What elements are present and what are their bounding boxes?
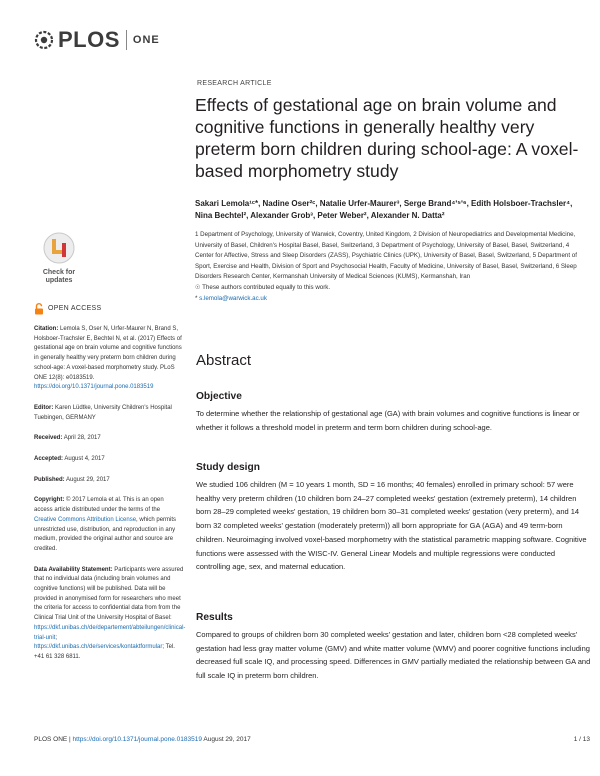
open-lock-icon <box>34 303 44 315</box>
footer-citation <box>34 736 251 743</box>
author-list: Sakari Lemola¹ᶜ*, Nadine Oser²ᶜ, Natalie Urfer-Maurer³, Serge Brand⁴ʹ⁵ʹ⁶, Edith Holsboer-Trachsler⁴, Nina Bechtel², Alexander Grob³, Peter Weber², Alexander N. Datta² <box>195 199 573 220</box>
study-design-text: We studied 106 children (M = 10 years 1 month, SD = 16 months; 40 females) enrolled in primary school: 57 were healthy very preterm children (10 children born 24–27 completed weeks' gestation (extremely preterm), 14 children born 28–29 completed weeks' gestation, 19 children born 30–31 completed weeks' gestation (very preterm), and 14 born 32 completed weeks' gestation (moderately preterm)) all born appropriate for GA (AGA) and 49 term-born children. Neuroimaging involved voxel-based morphometry with the statistical parametric mapping software. Cognitive functions were assessed with the WISC-IV. General Linear Models and multiple regressions were conducted controlling age, sex, and maternal education. <box>196 480 587 572</box>
author-notes <box>195 283 585 304</box>
received-label: Received: <box>34 435 63 442</box>
check-updates-line2: updates <box>45 277 73 284</box>
corresponding-email-link[interactable]: s.lemola@warwick.ac.uk <box>199 294 267 302</box>
accepted-text: August 4, 2017 <box>63 456 105 463</box>
data-text-3: ; Tel. +41 61 328 6811. <box>34 644 175 660</box>
accepted-label: Accepted: <box>34 456 64 463</box>
citation-text: Lemola S, Oser N, Urfer-Maurer N, Brand S, Holsboer-Trachsler E, Bechtel N, et al. (2017) Effects of gestational age on brain volume and cognitive functions in generally healthy very preterm born children during school-age: A voxel-based morphometry study. PLoS ONE 12(8): e0183519. <box>34 326 182 381</box>
logo-mark: PLOS <box>58 27 120 52</box>
corresponding-email-line <box>195 294 585 305</box>
equal-contribution-note: ☉ These authors contributed equally to this work. <box>195 284 331 291</box>
received-text: April 28, 2017 <box>62 435 101 442</box>
accepted-date <box>34 455 184 465</box>
results-text: Compared to groups of children born 30 completed weeks' gestation and later, children born <28 completed weeks' gestation had less gray matter volume (GMV) and white matter volume (WMV) and poorer cognitive functions including decreased full scale IQ, and processing speed. Differences in GMV partially mediated the relationship between GA and full scale IQ in preterm born children. <box>196 630 591 681</box>
data-link-2[interactable]: https://dkf.unibas.ch/de/services/kontaktformular <box>34 644 163 651</box>
logo-journal: ONE <box>132 34 160 46</box>
footer-date: August 29, 2017 <box>201 736 251 743</box>
page-footer <box>34 736 590 743</box>
copyright <box>34 496 184 554</box>
journal-logo <box>33 27 160 53</box>
data-availability-label: Data Availability Statement: <box>34 566 113 573</box>
crossmark-icon <box>36 232 82 266</box>
data-text-2: ; <box>55 634 58 641</box>
abstract-heading: Abstract <box>196 352 252 369</box>
email-prefix: * <box>195 294 200 302</box>
page-number: 1 / 13 <box>573 736 590 743</box>
published-date <box>34 476 184 486</box>
data-link-1[interactable]: https://dkf.unibas.ch/de/departement/abteilungen/clinical-trial-unit <box>34 624 186 641</box>
copyright-text-2: , which permits unrestricted use, distribution, and reproduction in any medium, provided the original author and source are credited. <box>34 516 177 552</box>
license-link[interactable]: Creative Commons Attribution License <box>34 516 137 523</box>
editor-label: Editor: <box>34 404 54 411</box>
results-section <box>196 612 591 683</box>
received-date <box>34 434 184 444</box>
footer-separator: | <box>67 736 73 743</box>
open-access-text: OPEN ACCESS <box>48 305 102 313</box>
data-availability <box>34 566 184 663</box>
results-heading: Results <box>196 612 233 623</box>
objective-heading: Objective <box>196 391 242 402</box>
plos-logo-icon <box>33 29 55 51</box>
editor-text: Karen Lüdtke, University Children's Hospital Tuebingen, GERMANY <box>34 404 172 421</box>
copyright-text-1: © 2017 Lemola et al. This is an open access article distributed under the terms of the <box>34 497 164 514</box>
citation-doi-link[interactable]: https://doi.org/10.1371/journal.pone.0183519 <box>34 384 154 391</box>
logo-divider <box>126 30 127 50</box>
editor <box>34 404 184 423</box>
open-access-label <box>34 303 184 315</box>
objective-text: To determine whether the relationship of gestational age (GA) with brain volumes and cognitive functions is linear or whether it follows a threshold model in preterm and term born children during school-age. <box>196 409 580 432</box>
footer-journal: PLOS ONE <box>34 736 68 743</box>
data-text-1: Participants were assured that no individual data (including brain volumes and cognitive functions) will be published. Data will be provided in anonymised form for researchers who meet the criteria for access to confidential data from from the Clinical Trial Unit of the University Hospital of Basel: <box>34 566 184 622</box>
published-text: August 29, 2017 <box>64 476 110 483</box>
article-info-sidebar <box>34 303 184 674</box>
check-updates-line1: Check for <box>42 269 76 276</box>
citation-label: Citation: <box>34 326 59 332</box>
published-label: Published: <box>34 476 65 483</box>
study-design-heading: Study design <box>196 462 260 473</box>
article-title: Effects of gestational age on brain volume and cognitive functions in generally healthy very preterm born children during school-age: A voxel-based morphometry study <box>195 95 579 181</box>
study-design-section <box>196 462 591 574</box>
footer-doi-link[interactable]: https://doi.org/10.1371/journal.pone.0183519 <box>72 736 202 743</box>
article-type: RESEARCH ARTICLE <box>197 80 272 87</box>
check-for-updates-badge[interactable] <box>36 232 82 292</box>
affiliations: 1 Department of Psychology, University of Warwick, Coventry, United Kingdom, 2 Division of Neuropediatrics and Developmental Medicine, University of Basel, Children's Hospital Basel, Basel, Switzerland, 3 Department of Psychology, University of Basel, Basel, Switzerland, 4 Center for Affective, Stress and Sleep Disorders (ZASS), Psychiatric Clinics (UPK), University of Basel, Basel, Switzerland, 5 Department of Sport, Exercise and Health, Division of Sport and Psychosocial Health, Faculty of Medicine, University of Basel, Basel, Switzerland, 6 Sleep Disorders Research Center, Kermanshah University of Medical Sciences (KUMS), Kermanshah, Iran <box>195 231 577 280</box>
copyright-label: Copyright: <box>34 497 65 504</box>
objective-section <box>196 391 591 434</box>
citation <box>34 325 184 393</box>
